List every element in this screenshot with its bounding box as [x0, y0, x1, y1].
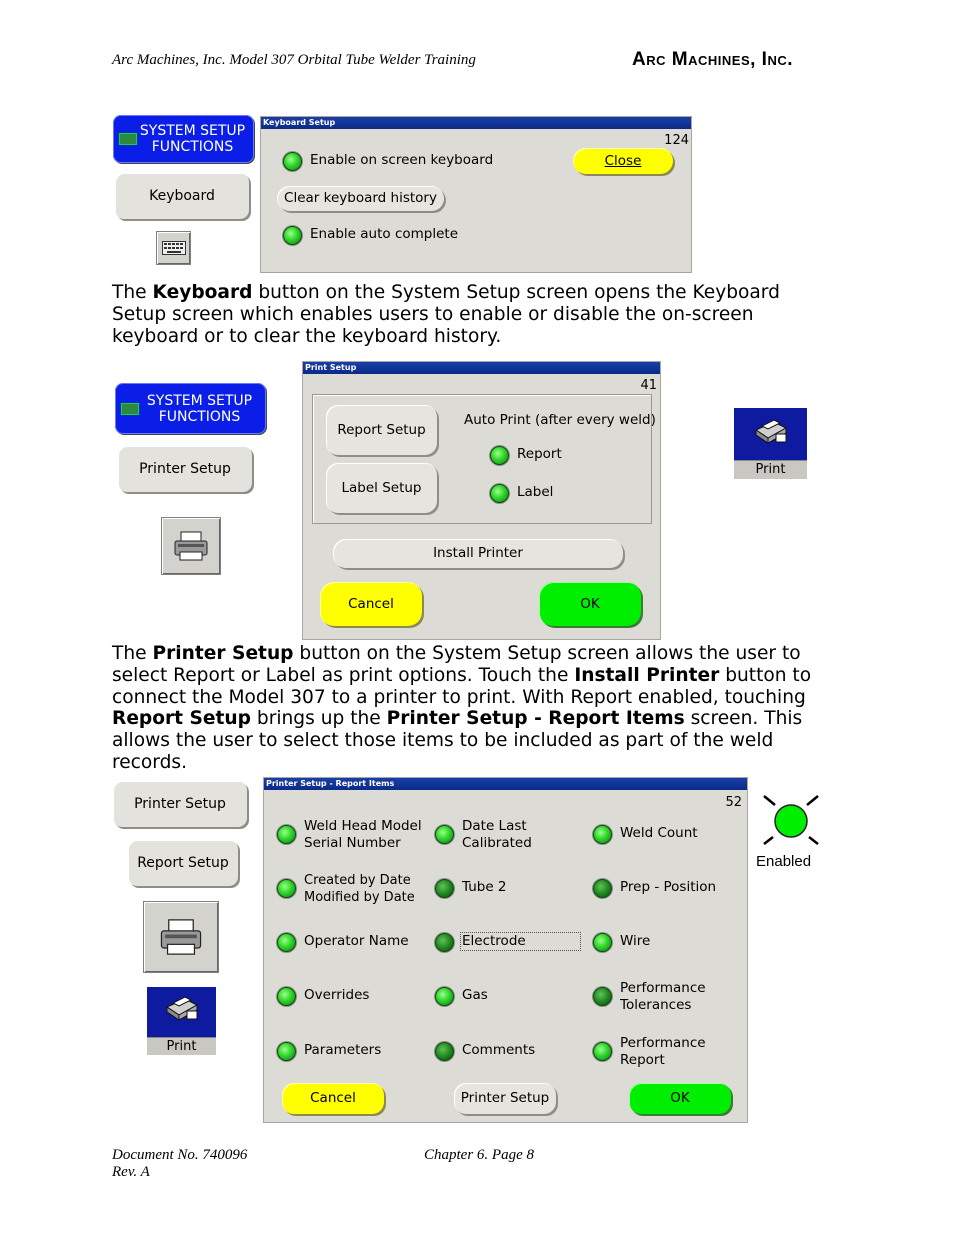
system-setup-functions-button-2[interactable]	[115, 383, 266, 434]
parameters-label: Parameters	[304, 1042, 382, 1058]
wire-led-icon[interactable]	[593, 933, 612, 952]
keyboard-setup-dialog	[260, 116, 692, 273]
prep-led-icon[interactable]	[593, 879, 612, 898]
printer-glyph-icon	[173, 530, 209, 562]
weld-count-label: Weld Count	[620, 825, 698, 841]
enable-keyboard-label: Enable on screen keyboard	[310, 152, 494, 168]
footer-chapter-page: Chapter 6. Page 8	[424, 1147, 534, 1163]
screen-number: 52	[725, 795, 742, 810]
print-setup-dialog	[302, 361, 661, 640]
auto-complete-label: Enable auto complete	[310, 226, 459, 242]
enabled-led-icon	[760, 792, 822, 848]
gas-led-icon[interactable]	[435, 987, 454, 1006]
cancel-button[interactable]: Cancel	[282, 1083, 384, 1114]
auto-complete-led-icon[interactable]	[283, 226, 302, 245]
label-label: Label	[517, 484, 554, 500]
parameters-led-icon[interactable]	[277, 1042, 296, 1061]
print-icon	[752, 416, 790, 446]
close-button[interactable]: Close	[573, 148, 673, 174]
print-button-label: Print	[147, 1037, 216, 1055]
wire-label: Wire	[620, 933, 651, 949]
electrode-label: Electrode	[460, 932, 581, 951]
paragraph-printer-setup: The Printer Setup button on the System Setup screen allows the user to select Report or Label as print options. Touch the Install Printer button to connect the Model 307 to a printer to print. With Report enabled, touching Report Setup brings up the Printer Setup - Report Items screen. This allows the user to select those items to be included as part of the weld records.	[112, 643, 812, 773]
paragraph-keyboard: The Keyboard button on the System Setup screen opens the Keyboard Setup screen which enables users to enable or disable the on-screen keyboard or to clear the keyboard history.	[112, 282, 780, 347]
printer-setup-button[interactable]: Printer Setup	[118, 446, 252, 492]
cancel-button[interactable]: Cancel	[320, 582, 422, 626]
footer-revision: Rev. A	[112, 1164, 150, 1180]
circuit-board-icon	[119, 133, 137, 145]
created-led-icon[interactable]	[277, 879, 296, 898]
perf-tolerances-label: Performance Tolerances	[620, 980, 706, 1013]
printer-icon-2[interactable]	[143, 901, 219, 973]
print-button[interactable]	[734, 408, 807, 479]
keyboard-glyph-icon	[162, 241, 186, 255]
header-title: Arc Machines, Inc. Model 307 Orbital Tube Welder Training	[112, 52, 476, 68]
print-button-2[interactable]	[147, 987, 216, 1055]
keyboard-button[interactable]: Keyboard	[115, 173, 249, 219]
label-setup-button[interactable]: Label Setup	[326, 463, 437, 513]
ssf-label: SYSTEM SETUP FUNCTIONS	[139, 123, 246, 155]
report-led-icon[interactable]	[490, 446, 509, 465]
printer-icon[interactable]	[161, 517, 221, 575]
overrides-label: Overrides	[304, 987, 370, 1003]
print-button-label: Print	[734, 460, 807, 479]
report-setup-button-2[interactable]: Report Setup	[128, 840, 238, 886]
created-label: Created by Date Modified by Date	[304, 873, 415, 905]
electrode-led-icon[interactable]	[435, 933, 454, 952]
perf-report-led-icon[interactable]	[593, 1042, 612, 1061]
overrides-led-icon[interactable]	[277, 987, 296, 1006]
report-setup-button[interactable]: Report Setup	[326, 405, 437, 455]
dialog-title-bar: Print Setup	[303, 362, 660, 374]
operator-label: Operator Name	[304, 933, 409, 949]
install-printer-button[interactable]: Install Printer	[333, 539, 623, 568]
report-label: Report	[517, 446, 562, 462]
screen-number: 41	[640, 378, 657, 393]
date-last-led-icon[interactable]	[435, 825, 454, 844]
dialog-title-bar: Printer Setup - Report Items	[264, 778, 747, 790]
company-logo-text: Arc Machines, Inc.	[632, 49, 794, 70]
dialog-title-bar: Keyboard Setup	[261, 117, 691, 129]
enabled-legend-label: Enabled	[756, 853, 812, 870]
comments-led-icon[interactable]	[435, 1042, 454, 1061]
enable-keyboard-led-icon[interactable]	[283, 152, 302, 171]
date-last-label: Date Last Calibrated	[462, 818, 532, 851]
label-led-icon[interactable]	[490, 484, 509, 503]
tube2-label: Tube 2	[462, 879, 507, 895]
prep-label: Prep - Position	[620, 879, 717, 895]
printer-setup-dialog-button[interactable]: Printer Setup	[454, 1083, 556, 1114]
circuit-board-icon	[121, 403, 139, 415]
ok-button[interactable]: OK	[539, 582, 641, 626]
tube2-led-icon[interactable]	[435, 879, 454, 898]
screen-number: 124	[664, 133, 689, 148]
weld-head-label: Weld Head Model Serial Number	[304, 818, 422, 851]
auto-print-heading: Auto Print (after every weld)	[464, 412, 656, 428]
perf-report-label: Performance Report	[620, 1035, 706, 1068]
ssf-label: SYSTEM SETUP FUNCTIONS	[146, 392, 253, 425]
printer-glyph-icon	[159, 917, 203, 957]
gas-label: Gas	[462, 987, 488, 1003]
keyboard-icon[interactable]	[156, 231, 191, 265]
footer-doc-number: Document No. 740096	[112, 1147, 248, 1163]
report-items-dialog	[263, 777, 748, 1123]
operator-led-icon[interactable]	[277, 933, 296, 952]
weld-head-led-icon[interactable]	[277, 825, 296, 844]
weld-count-led-icon[interactable]	[593, 825, 612, 844]
comments-label: Comments	[462, 1042, 536, 1058]
printer-setup-button-2[interactable]: Printer Setup	[113, 781, 247, 827]
ok-button[interactable]: OK	[629, 1083, 731, 1114]
print-icon	[163, 993, 201, 1023]
system-setup-functions-button[interactable]	[113, 115, 254, 163]
perf-tolerances-led-icon[interactable]	[593, 987, 612, 1006]
clear-keyboard-history-button[interactable]: Clear keyboard history	[277, 186, 444, 211]
